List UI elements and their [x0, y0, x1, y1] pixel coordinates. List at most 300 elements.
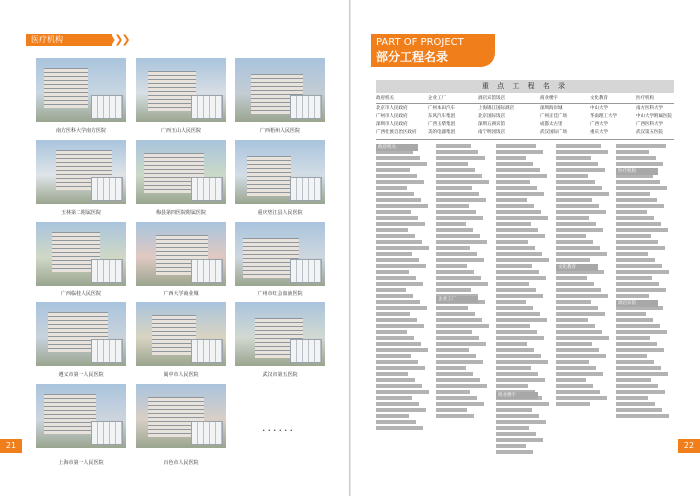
- list-item: [496, 174, 547, 178]
- list-item: [376, 414, 409, 418]
- list-item: [436, 222, 466, 226]
- list-item: [616, 204, 664, 208]
- project-list-column: [436, 144, 491, 420]
- key-header-cell: 商业楼宇: [540, 96, 558, 101]
- list-item: [376, 204, 428, 208]
- list-item: [496, 438, 543, 442]
- list-item: [436, 240, 487, 244]
- list-item: [376, 366, 425, 370]
- list-item: [376, 318, 417, 322]
- list-item: [556, 336, 609, 340]
- list-item: [376, 246, 429, 250]
- list-item: [556, 240, 593, 244]
- list-item: [616, 240, 658, 244]
- list-item: [616, 276, 652, 280]
- heat-pump-unit-image: [191, 177, 223, 201]
- list-item: [496, 228, 538, 232]
- project-photo: [136, 58, 226, 122]
- page-number-left: 21: [0, 439, 22, 453]
- list-item: [496, 186, 537, 190]
- list-item: [556, 300, 591, 304]
- list-item: [496, 378, 545, 382]
- list-item: [436, 150, 478, 154]
- key-table-cell: 美的电器集团: [428, 130, 455, 135]
- building-image: [152, 315, 196, 355]
- list-item: [376, 198, 421, 202]
- key-table-cell: 北京市人民政府: [376, 106, 408, 111]
- photo-caption: 广西梧州人民医院: [259, 128, 300, 134]
- project-photo: [36, 384, 126, 448]
- list-item: [556, 192, 609, 196]
- list-item: [556, 222, 596, 226]
- project-photo: [235, 58, 325, 122]
- list-item: [436, 330, 472, 334]
- photo-caption: 广西临桂人民医院: [60, 291, 101, 297]
- heat-pump-unit-image: [191, 95, 223, 119]
- list-item: [376, 288, 406, 292]
- list-item: [376, 336, 414, 340]
- key-table-cell: 武汉第五医院: [636, 130, 663, 135]
- key-table-cell: 广州市人民政府: [376, 114, 408, 119]
- list-item: [436, 192, 479, 196]
- photo-caption: 百色市人民医院: [163, 460, 199, 466]
- list-item: [376, 300, 420, 304]
- key-table-cell: 武汉国际广场: [540, 130, 567, 135]
- list-item: [616, 216, 654, 220]
- key-table-cell: 深圳市人民政府: [376, 122, 408, 127]
- list-item: [556, 384, 593, 388]
- photo-caption: 遵义市第一人民医院: [58, 372, 104, 378]
- list-item: [376, 216, 418, 220]
- list-item: [556, 294, 608, 298]
- list-item: [556, 234, 586, 238]
- key-table-cell: 华南理工大学: [590, 114, 617, 119]
- list-item: [616, 372, 668, 376]
- list-item: [496, 180, 530, 184]
- list-item: [616, 162, 663, 166]
- project-photo: [235, 140, 325, 204]
- list-item: [436, 228, 473, 232]
- list-item: [376, 186, 407, 190]
- heat-pump-unit-image: [290, 177, 322, 201]
- heat-pump-unit-image: [191, 339, 223, 363]
- project-photo: [136, 302, 226, 366]
- project-photo: [136, 140, 226, 204]
- list-item: [496, 240, 528, 244]
- list-item: [376, 156, 420, 160]
- list-item: [376, 210, 411, 214]
- project-photo: [36, 302, 126, 366]
- project-photo: [136, 222, 226, 286]
- list-item: [376, 426, 423, 430]
- key-table-cell: 上海锦江国际酒店: [478, 106, 514, 111]
- list-item: [376, 222, 425, 226]
- list-item: [496, 384, 528, 388]
- list-item: [376, 324, 424, 328]
- list-item: [436, 180, 489, 184]
- list-item: [496, 330, 537, 334]
- list-item: [436, 312, 475, 316]
- list-item: [616, 198, 657, 202]
- list-item: [376, 162, 427, 166]
- list-item: [616, 180, 660, 184]
- list-item: [496, 282, 529, 286]
- list-item: [436, 402, 484, 406]
- list-item: [616, 390, 665, 394]
- list-item: [436, 396, 477, 400]
- list-item: [556, 288, 601, 292]
- list-item: [616, 264, 662, 268]
- project-photo: [36, 58, 126, 122]
- list-item: [616, 396, 648, 400]
- list-item: [556, 168, 605, 172]
- list-item: [616, 228, 668, 232]
- list-item: [616, 150, 649, 154]
- list-item: [436, 354, 476, 358]
- list-item: [496, 366, 531, 370]
- list-item: [556, 210, 606, 214]
- list-item: [436, 336, 479, 340]
- project-photo: [235, 302, 325, 366]
- list-item: [436, 306, 468, 310]
- photo-caption: 梅县第四医院附属医院: [155, 210, 206, 216]
- list-item: [616, 360, 654, 364]
- list-item: [496, 408, 532, 412]
- list-item: [616, 222, 661, 226]
- list-item: [436, 366, 466, 370]
- list-item: [496, 348, 534, 352]
- list-item: [376, 360, 418, 364]
- list-item: [436, 162, 468, 166]
- list-item: [436, 408, 467, 412]
- list-item: [556, 156, 591, 160]
- chevron-arrows-icon: ❯❯❯: [107, 33, 129, 46]
- list-item: [616, 234, 651, 238]
- list-item: [616, 192, 650, 196]
- list-item: [616, 336, 650, 340]
- list-item: [616, 354, 647, 358]
- project-list-column: [556, 144, 611, 408]
- list-item: [436, 318, 482, 322]
- list-item: [496, 288, 536, 292]
- list-item: [376, 252, 412, 256]
- list-item: [376, 264, 426, 268]
- photo-caption: 阆中市人民医院: [163, 372, 199, 378]
- list-item: [556, 198, 592, 202]
- heat-pump-unit-image: [91, 421, 123, 445]
- list-item: [616, 342, 657, 346]
- list-item: [616, 252, 648, 256]
- project-list-column: [616, 144, 671, 420]
- list-item: [556, 354, 606, 358]
- list-item: [436, 342, 486, 346]
- key-table-cell: 广西壮族自治区政府: [376, 130, 417, 135]
- list-item: [496, 402, 549, 406]
- list-item: [496, 270, 539, 274]
- list-item: [616, 312, 646, 316]
- list-item: [436, 390, 470, 394]
- building-image: [44, 68, 88, 108]
- list-item: [436, 384, 487, 388]
- list-item: [556, 276, 587, 280]
- list-item: [496, 192, 544, 196]
- list-item: [436, 258, 484, 262]
- list-item: [616, 384, 658, 388]
- heat-pump-unit-image: [91, 259, 123, 283]
- list-item: [496, 264, 532, 268]
- project-photo: [235, 222, 325, 286]
- list-item: [556, 348, 599, 352]
- list-item: [376, 258, 419, 262]
- page-number-right: 22: [678, 439, 700, 453]
- category-header: 政府机关: [376, 144, 418, 151]
- building-image: [247, 156, 291, 196]
- list-item: [556, 282, 594, 286]
- list-item: [496, 354, 541, 358]
- list-item: [616, 378, 651, 382]
- section-title: 医疗机构: [31, 35, 63, 44]
- list-item: [556, 396, 607, 400]
- list-item: [496, 276, 546, 280]
- list-item: [376, 234, 415, 238]
- key-table-cell: 南方医科大学: [636, 106, 663, 111]
- key-table-cell: 广西大学: [590, 122, 608, 127]
- list-item: [496, 162, 533, 166]
- list-item: [496, 372, 538, 376]
- part-title-cn: 部分工程名录: [376, 50, 449, 64]
- list-item: [616, 156, 656, 160]
- more-indicator: ......: [262, 421, 295, 434]
- list-item: [436, 174, 482, 178]
- list-item: [496, 204, 534, 208]
- list-item: [616, 270, 669, 274]
- list-item: [616, 318, 653, 322]
- list-item: [436, 246, 470, 250]
- list-item: [556, 390, 600, 394]
- left-page: [0, 0, 349, 496]
- list-item: [616, 330, 667, 334]
- list-item: [436, 264, 467, 268]
- key-table-cell: 北京国际饭店: [478, 114, 505, 119]
- list-item: [616, 348, 664, 352]
- photo-caption: 南方医科大学南方医院: [55, 128, 106, 134]
- list-item: [496, 420, 546, 424]
- list-item: [436, 288, 471, 292]
- list-item: [376, 390, 429, 394]
- key-table-cell: 南宁明园饭店: [478, 130, 505, 135]
- key-table-cell: 重庆大学: [590, 130, 608, 135]
- list-item: [556, 180, 595, 184]
- key-table-cell: 中山大学: [590, 106, 608, 111]
- list-item: [496, 312, 540, 316]
- list-item: [616, 402, 655, 406]
- key-table-cell: 深圳五洲宾馆: [478, 122, 505, 127]
- list-item: [556, 306, 598, 310]
- list-item: [436, 156, 485, 160]
- heat-pump-unit-image: [290, 95, 322, 119]
- list-item: [376, 276, 416, 280]
- list-item: [376, 348, 428, 352]
- list-item: [376, 378, 415, 382]
- key-table-cell: 东风汽车集团: [428, 114, 455, 119]
- section-banner: [26, 34, 112, 46]
- list-item: [616, 288, 666, 292]
- list-item: [556, 204, 599, 208]
- list-item: [496, 246, 535, 250]
- category-header: 商业楼宇: [496, 392, 538, 399]
- list-item: [496, 414, 539, 418]
- list-item: [616, 324, 660, 328]
- list-item: [556, 228, 603, 232]
- key-table-cell: 广西玉柴集团: [428, 122, 455, 127]
- list-item: [436, 270, 474, 274]
- photo-caption: 广西玉山人民医院: [160, 128, 201, 134]
- heat-pump-unit-image: [191, 259, 223, 283]
- list-item: [376, 240, 422, 244]
- list-item: [496, 168, 540, 172]
- list-item: [556, 378, 586, 382]
- list-item: [496, 252, 542, 256]
- list-item: [436, 414, 474, 418]
- part-banner: [371, 34, 495, 67]
- list-item: [376, 228, 408, 232]
- list-item: [436, 198, 486, 202]
- project-photo: [36, 222, 126, 286]
- list-item: [496, 300, 526, 304]
- list-item: [376, 180, 424, 184]
- list-item: [496, 234, 545, 238]
- list-item: [376, 174, 417, 178]
- list-item: [496, 450, 533, 454]
- list-item: [556, 186, 602, 190]
- key-table-cell: 深圳海岸城: [540, 106, 563, 111]
- heat-pump-unit-image: [290, 339, 322, 363]
- list-item: [496, 360, 548, 364]
- list-item: [436, 204, 469, 208]
- photo-caption: 广州市红会血液医院: [257, 291, 303, 297]
- category-header: 医疗机构: [616, 168, 658, 175]
- list-item: [496, 150, 543, 154]
- list-item: [496, 156, 526, 160]
- key-header-cell: 医疗机构: [636, 96, 654, 101]
- list-item: [376, 408, 426, 412]
- list-item: [376, 342, 421, 346]
- list-item: [556, 258, 590, 262]
- list-item: [616, 144, 666, 148]
- key-header-cell: 酒店宾馆饭店: [478, 96, 505, 101]
- list-item: [496, 294, 543, 298]
- list-item: [376, 312, 410, 316]
- list-item: [616, 258, 655, 262]
- list-item: [496, 432, 536, 436]
- project-list-column: [376, 144, 431, 432]
- list-item: [496, 216, 548, 220]
- category-header: 酒店宾馆: [616, 300, 658, 307]
- list-item: [436, 210, 476, 214]
- heat-pump-unit-image: [290, 259, 322, 283]
- list-item: [496, 426, 529, 430]
- list-item: [556, 360, 589, 364]
- list-item: [376, 384, 422, 388]
- part-title-en: PART OF PROJECT: [376, 37, 464, 48]
- project-photo: [36, 140, 126, 204]
- list-item: [556, 144, 601, 148]
- list-item: [556, 246, 600, 250]
- key-header-cell: 政府机关: [376, 96, 394, 101]
- list-item: [496, 324, 530, 328]
- list-item: [496, 258, 549, 262]
- list-item: [616, 366, 661, 370]
- list-item: [496, 318, 547, 322]
- list-item: [376, 282, 423, 286]
- photo-caption: 重庆垫江县人民医院: [257, 210, 303, 216]
- list-item: [496, 198, 527, 202]
- key-header-cell: 文化教育: [590, 96, 608, 101]
- project-photo: [136, 384, 226, 448]
- list-item: [376, 294, 413, 298]
- list-item: [436, 276, 481, 280]
- list-item: [436, 168, 475, 172]
- building-image: [44, 394, 96, 434]
- photo-caption: 上海市第一人民医院: [58, 460, 104, 466]
- list-item: [376, 168, 410, 172]
- list-item: [616, 408, 662, 412]
- list-item: [556, 342, 592, 346]
- heat-pump-unit-image: [91, 339, 123, 363]
- list-item: [616, 210, 647, 214]
- heat-pump-unit-image: [191, 421, 223, 445]
- photo-caption: 玉林第二附属医院: [60, 210, 101, 216]
- list-item: [616, 294, 649, 298]
- list-item: [376, 396, 412, 400]
- divider-line: [376, 139, 674, 140]
- key-table-cell: 广州本田汽车: [428, 106, 455, 111]
- list-item: [436, 216, 483, 220]
- heat-pump-unit-image: [91, 177, 123, 201]
- list-item: [556, 366, 596, 370]
- list-item: [376, 402, 419, 406]
- list-item: [436, 378, 480, 382]
- list-item: [436, 282, 488, 286]
- list-item: [376, 420, 416, 424]
- list-item: [436, 360, 483, 364]
- key-table-cell: 中山大学附属医院: [636, 114, 672, 119]
- list-item: [496, 444, 526, 448]
- list-item: [496, 336, 544, 340]
- list-item: [376, 330, 407, 334]
- list-item: [556, 252, 607, 256]
- list-item: [556, 216, 589, 220]
- category-header: 文化教育: [556, 264, 598, 271]
- list-item: [376, 306, 427, 310]
- list-item: [436, 144, 471, 148]
- list-item: [496, 222, 531, 226]
- list-item: [556, 312, 605, 316]
- list-item: [376, 192, 414, 196]
- list-item: [556, 324, 595, 328]
- building-image: [148, 71, 196, 111]
- list-item: [556, 150, 608, 154]
- list-item: [376, 372, 408, 376]
- key-projects-title: 重 点 工 程 名 录: [376, 80, 674, 93]
- list-item: [436, 324, 489, 328]
- list-item: [436, 234, 480, 238]
- key-table-cell: 成都太古里: [540, 122, 563, 127]
- project-list-column: [496, 144, 551, 456]
- category-header: 企业工厂: [436, 296, 478, 303]
- list-item: [616, 414, 669, 418]
- right-page: [351, 0, 700, 496]
